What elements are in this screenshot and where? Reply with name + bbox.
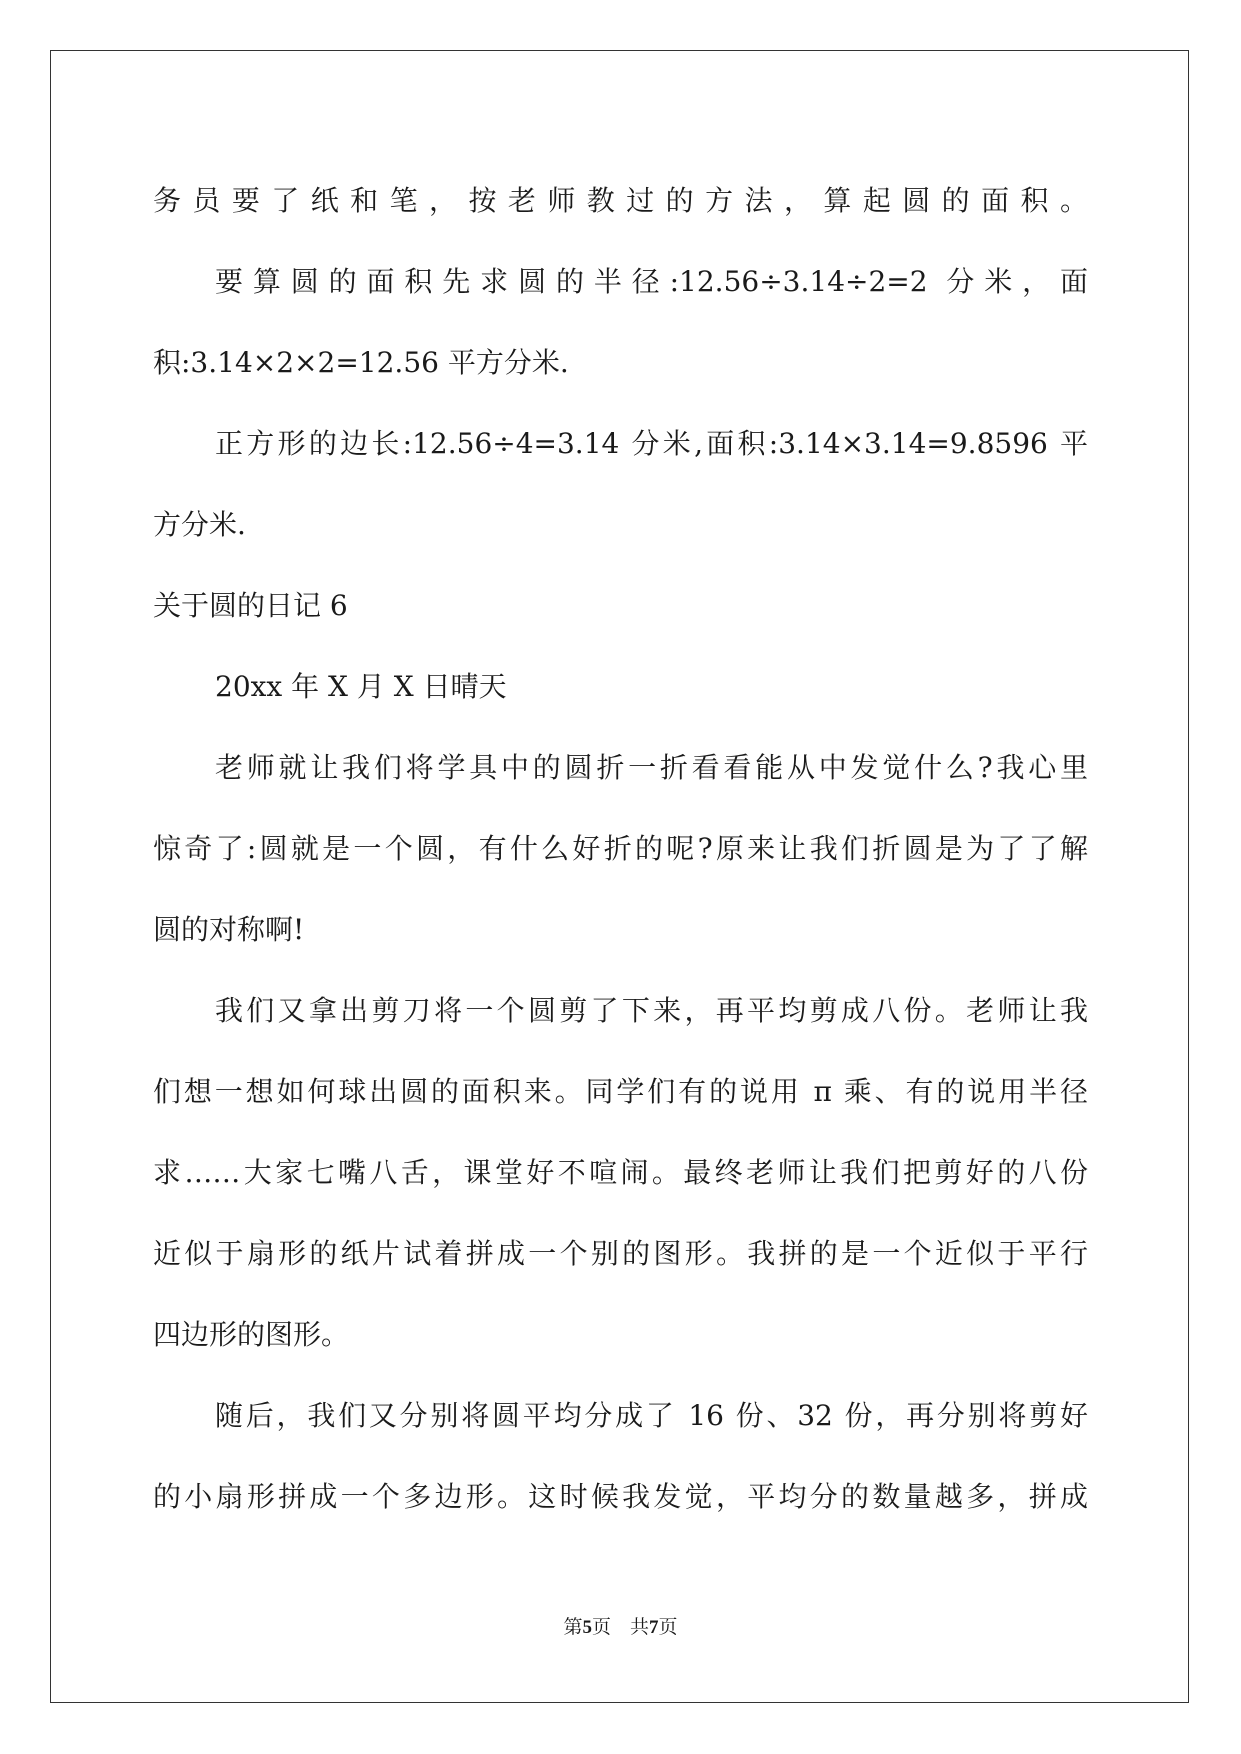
paragraph-fold	[153, 727, 1088, 970]
page-footer	[0, 1612, 1241, 1639]
paragraph-divide	[153, 1375, 1088, 1537]
text-line: 要算圆的面积先求圆的半径:12.56÷3.14÷2=2 分米，面	[215, 265, 1088, 298]
footer-suffix: 页	[658, 1616, 678, 1638]
text-line: 随后，我们又分别将圆平均分成了 16 份、32 份，再分别将剪好	[215, 1399, 1088, 1432]
text-line: 务员要了纸和笔，按老师教过的方法，算起圆的面积。	[153, 184, 1088, 217]
text-line: 近似于扇形的纸片试着拼成一个别的图形。我拼的是一个近似于平行	[153, 1237, 1088, 1270]
text-line: 我们又拿出剪刀将一个圆剪了下来，再平均剪成八份。老师让我	[215, 994, 1088, 1027]
text-line: 求……大家七嘴八舌，课堂好不喧闹。最终老师让我们把剪好的八份	[153, 1156, 1088, 1189]
document-body	[153, 160, 1088, 1537]
text-line: 四边形的图形。	[153, 1318, 350, 1351]
text-line: 老师就让我们将学具中的圆折一折看看能从中发觉什么?我心里	[215, 751, 1088, 784]
date-text: 20xx 年 X 月 X 日晴天	[215, 670, 507, 703]
footer-prefix: 第	[563, 1616, 583, 1638]
current-page-number: 5	[582, 1617, 592, 1638]
text-line: 惊奇了:圆就是一个圆，有什么好折的呢?原来让我们折圆是为了了解	[153, 832, 1088, 865]
text-line: 方分米.	[153, 508, 246, 541]
text-line: 圆的对称啊!	[153, 913, 305, 946]
footer-mid: 页 共	[591, 1616, 649, 1638]
paragraph-cut	[153, 970, 1088, 1375]
total-page-number: 7	[649, 1617, 659, 1638]
text-line: 们想一想如何球出圆的面积来。同学们有的说用 π 乘、有的说用半径	[153, 1075, 1088, 1108]
paragraph-square-calc	[153, 403, 1088, 565]
diary-date	[153, 646, 1088, 727]
text-line: 的小扇形拼成一个多边形。这时候我发觉，平均分的数量越多，拼成	[153, 1480, 1088, 1513]
text-line: 正方形的边长:12.56÷4=3.14 分米,面积:3.14×3.14=9.8596 平	[215, 427, 1088, 460]
section-heading	[153, 565, 1088, 646]
paragraph-area-calc	[153, 160, 1088, 403]
heading-text: 关于圆的日记 6	[153, 589, 348, 622]
text-line: 积:3.14×2×2=12.56 平方分米.	[153, 346, 569, 379]
